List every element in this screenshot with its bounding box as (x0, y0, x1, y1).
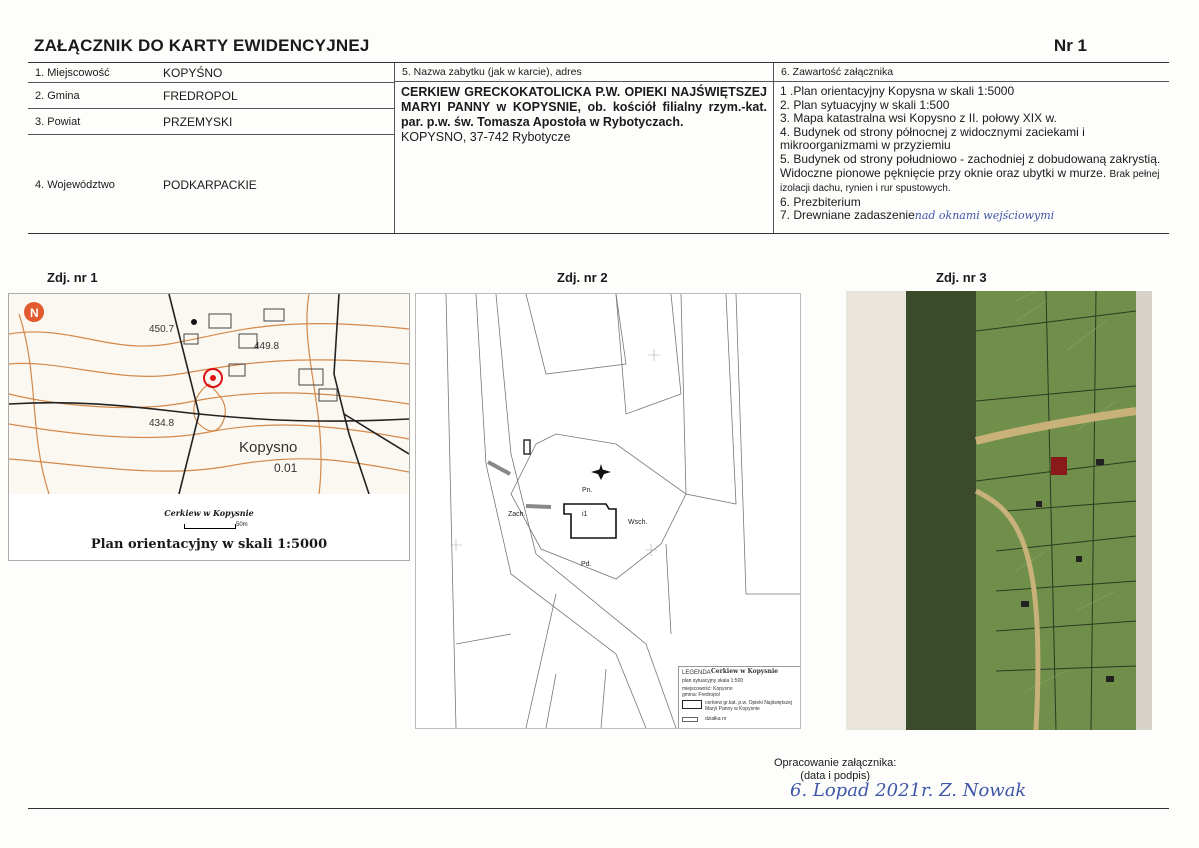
elevation-label: 449.8 (254, 341, 280, 352)
compass-west-label: Zach. (508, 511, 526, 518)
legend-building-symbol (682, 700, 702, 709)
field-label: 3. Powiat (35, 116, 81, 128)
list-item-note: Brak pełnej izolacji dachu, rynien i rur spustowych. (780, 168, 1160, 195)
handwritten-signature: 6. Lopad 2021r. Z. Nowak (790, 780, 1027, 801)
legend-line: miejscowość: Kopysno (682, 686, 733, 692)
field-value: KOPYŚNO (163, 66, 223, 80)
field-row-voivodeship (28, 135, 394, 233)
attachment-number: Nr 1 (1053, 36, 1087, 55)
list-item-text: 5. Budynek od strony południowo - zachodniej z dobudowaną zakrystią. Widoczne pionowe pęknięcie przy oknie oraz ubytki w murze. (780, 151, 1161, 180)
elevation-label: 450.7 (149, 324, 175, 335)
footer-rule (28, 808, 1169, 809)
site-plan-drawing (416, 294, 800, 728)
contents-section (774, 63, 1169, 233)
compass-north-label: Pn. (582, 487, 593, 494)
location-fields (28, 63, 395, 233)
monument-section (395, 63, 774, 233)
field-value: PODKARPACKIE (163, 178, 257, 192)
legend-title: Cerkiew w Kopysnie (711, 668, 779, 675)
legend-plot-symbol (682, 717, 698, 722)
site-plan-legend (678, 666, 801, 729)
cadastral-map-image (846, 291, 1152, 730)
list-item: 1 .Plan orientacyjny Kopysna w skali 1:5000 (780, 84, 1015, 98)
date-signature-line: (data i podpis) (800, 770, 870, 782)
list-item: 6. Prezbiterium (780, 194, 861, 209)
field-label: 4. Województwo (35, 179, 115, 191)
record-form (28, 62, 1169, 234)
map-legend-title: Cerkiew w Kopysnie (164, 508, 254, 518)
prepared-by-line: Opracowanie załącznika: (774, 757, 897, 769)
compass-east-label: Wsch. (628, 519, 648, 526)
list-item-text: 7. Drewniane zadaszenie (780, 208, 915, 223)
contents-list (774, 82, 1169, 226)
field-row-locality (28, 63, 394, 83)
legend-line: działka nr (705, 716, 727, 722)
list-item: 3. Mapa katastralna wsi Kopysno z II. połowy XIX w. (780, 111, 1057, 126)
field-value: FREDROPOL (163, 89, 238, 103)
map-subtitle: Plan orientacyjny w skali 1:5000 (90, 537, 328, 552)
legend-head: LEGENDA (682, 670, 711, 676)
scale-bar (184, 524, 236, 529)
monument-label: 5. Nazwa zabytku (jak w karcie), adres (395, 63, 773, 82)
elevation-label: 434.8 (149, 418, 175, 429)
building-label: i1 (582, 511, 588, 518)
legend-line: gmina: Fredropol (682, 692, 720, 698)
legend-line: cerkiew gr.kat. p.w. Opieki Najświętszej Maryi Panny w Kopysnie (705, 700, 792, 712)
site-plan (415, 293, 801, 729)
list-item: 2. Plan sytuacyjny w skali 1:500 (780, 97, 950, 112)
field-row-commune (28, 83, 394, 109)
handwritten-note: nad oknami wejściowymi (914, 209, 1055, 223)
field-value: PRZEMYSKI (163, 115, 233, 129)
contents-label: 6. Zawartość załącznika (774, 63, 1169, 82)
photo-caption: Zdj. nr 1 (47, 270, 98, 285)
topo-map-image (9, 294, 409, 494)
monument-address: KOPYSNO, 37-742 Rybotycze (401, 130, 571, 144)
list-item (780, 209, 1163, 223)
svg-text:N: N (30, 306, 39, 320)
compass-south-label: Pd. (581, 561, 592, 568)
map-number-label: 0.01 (274, 461, 298, 475)
scale-label: 50m (236, 522, 248, 528)
monument-name: CERKIEW GRECKOKATOLICKA P.W. OPIEKI NAJŚWIĘTSZEJ MARYI PANNY w KOPYSNIE, ob. kościół filialny rzym.-kat. par. p.w. św. Tomasza Apostoła w Rybotyczach. (401, 85, 767, 129)
field-label: 1. Miejscowość (35, 67, 110, 79)
field-row-county (28, 109, 394, 135)
cadastral-map-photo (846, 291, 1152, 730)
field-label: 2. Gmina (35, 90, 80, 102)
orientation-map (8, 293, 410, 561)
legend-line: plan sytuacyjny skala 1:500 (682, 678, 744, 684)
page-title: ZAŁĄCZNIK DO KARTY EWIDENCYJNEJ (34, 36, 370, 55)
list-item (780, 153, 1163, 196)
photo-caption: Zdj. nr 3 (936, 270, 987, 285)
list-item: 4. Budynek od strony północnej z widocznymi zaciekami i mikroorganizmami w przyziemiu (780, 124, 1085, 153)
photo-caption: Zdj. nr 2 (557, 270, 608, 285)
map-place-label: Kopysno (239, 439, 298, 456)
